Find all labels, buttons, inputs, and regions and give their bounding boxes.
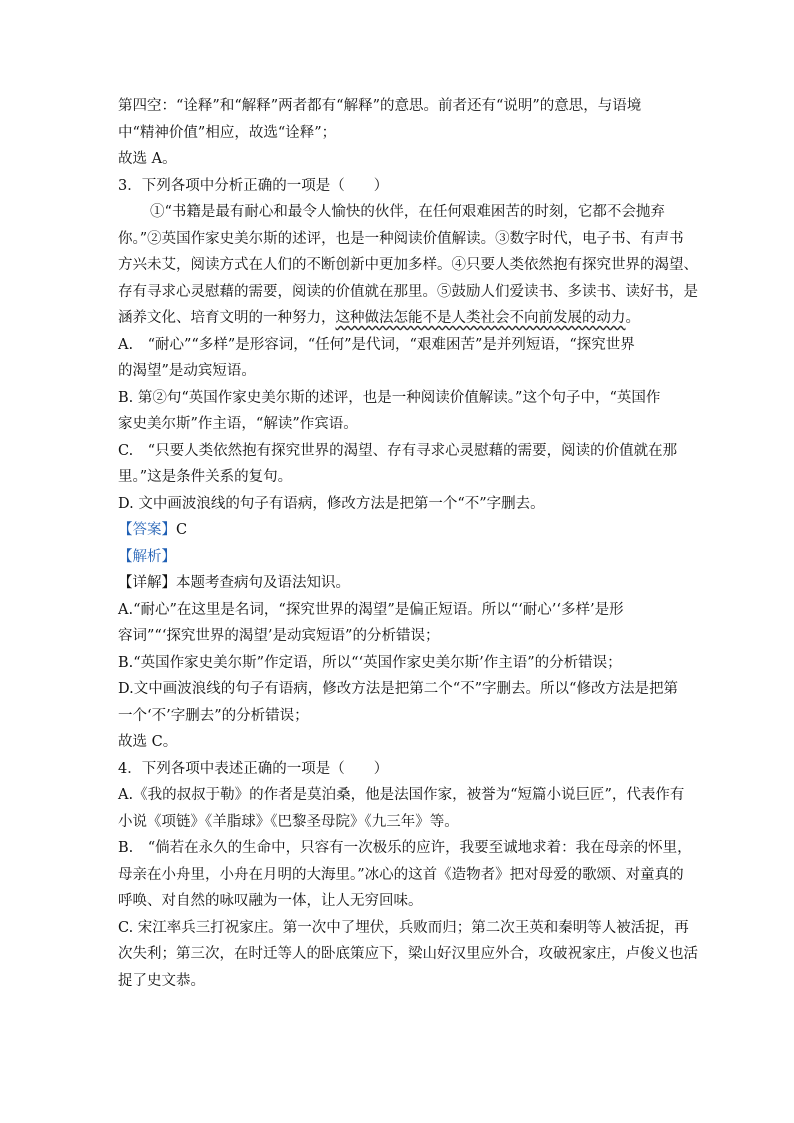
q2-conclusion: 故选 A。	[118, 151, 177, 167]
q3-option-d: D. 文中画波浪线的句子有语病，修改方法是把第一个“不”字删去。	[118, 495, 545, 512]
q4-option-c-cont: 次失利；第三次，在时迁等人的卧底策应下，梁山好汉里应外合，攻破祝家庄，卢俊义也活	[118, 946, 698, 962]
q3-answer	[118, 517, 678, 544]
q3-option-b-cont: 家史美尔斯”作主语，“解读”作宾语。	[118, 416, 358, 432]
q3-stem: 3．下列各项中分析正确的一项是（ ）	[118, 177, 389, 194]
page-content	[118, 93, 698, 994]
wavy-underlined-sentence: 这种做法怎能不是人类社会不向前发展的动力	[335, 310, 626, 326]
q4-option-b: B. “倘若在永久的生命中，只容有一次极乐的应许，我要至诚地求着：我在母亲的怀里，	[118, 840, 692, 856]
q3-passage-line: 方兴未艾，阅读方式在人们的不断创新中更加多样。④只要人类依然抱有探究世界的渴望、	[118, 257, 698, 273]
q3-detail-a-cont: 容词”“‘探究世界的渴望’是动宾短语”的分析错误；	[118, 628, 440, 644]
q3-passage-line: ①“书籍是最有耐心和最令人愉快的伙伴，在任何艰难困苦的时刻，它都不会抛弃	[150, 204, 665, 220]
q3-detail-b: B.“英国作家史美尔斯”作定语，所以“‘英国作家史美尔斯’作主语”的分析错误；	[118, 654, 622, 671]
answer-tag: 【答案】	[118, 522, 176, 538]
detail-tag: 【详解】	[118, 575, 176, 591]
detail-intro-text: 本题考查病句及语法知识。	[176, 575, 350, 591]
q3-passage-line	[118, 305, 678, 332]
q4-option-a: A.《我的叔叔于勒》的作者是莫泊桑，他是法国作家，被誉为“短篇小说巨匠”，代表作有	[118, 787, 685, 803]
q3-passage-line: 存有寻求心灵慰藉的需要，阅读的价值就在那里。⑤鼓励人们爱读书、多读书、读好书，是	[118, 283, 698, 300]
answer-value: C	[176, 522, 188, 538]
q4-option-b-cont: 呼唤、对自然的咏叹融为一体，让人无穷回味。	[118, 893, 423, 909]
q3-passage-line: 你。”②英国作家史美尔斯的述评，也是一种阅读价值解读。③数字时代，电子书、有声书	[118, 230, 684, 247]
passage-end-punct: 。	[625, 310, 640, 326]
q3-option-b: B. 第②句“英国作家史美尔斯的述评，也是一种阅读价值解读。”这个句子中，“英国作	[118, 389, 661, 406]
analysis-tag: 【解析】	[118, 548, 176, 565]
q3-detail-d: D.文中画波浪线的句子有语病，修改方法是把第二个“不”字删去。所以“修改方法是把第	[118, 681, 678, 697]
q3-detail-intro	[118, 570, 678, 597]
q3-option-a-cont: 的渴望”是动宾短语。	[118, 363, 256, 379]
q3-conclusion: 故选 C。	[118, 734, 178, 750]
q2-explanation-line: 第四空：“诠释”和“解释”两者都有“解释”的意思。前者还有“说明”的意思，与语境	[118, 98, 642, 114]
q4-stem: 4．下列各项中表述正确的一项是（ ）	[118, 760, 389, 777]
q3-detail-a: A.“耐心”在这里是名词，“探究世界的渴望”是偏正短语。所以“‘耐心’‘多样’是形	[118, 601, 624, 618]
q3-option-c-cont: 里。”这是条件关系的复句。	[118, 469, 293, 485]
q3-option-a: A. “耐心”“多样”是形容词，“任何”是代词，“艰难困苦”是并列短语，“探究世界	[118, 336, 635, 353]
q4-option-b-cont: 母亲在小舟里，小舟在月明的大海里。”冰心的这首《造物者》把对母爱的歌颂、对童真的	[118, 866, 684, 883]
q3-option-c: C. “只要人类依然抱有探究世界的渴望、存有寻求心灵慰藉的需要，阅读的价值就在那	[118, 442, 678, 459]
q4-option-c-cont: 捉了史文恭。	[118, 972, 205, 989]
q3-detail-d-cont: 一个‘不’字删去”的分析错误；	[118, 707, 309, 724]
q4-option-a-cont: 小说《项链》《羊脂球》《巴黎圣母院》《九三年》等。	[118, 813, 459, 830]
q4-option-c: C. 宋江率兵三打祝家庄。第一次中了埋伏，兵败而归；第二次王英和秦明等人被活捉，再	[118, 919, 689, 936]
q3-analysis	[118, 544, 678, 571]
passage-text: 涵养文化、培育文明的一种努力，	[118, 310, 336, 326]
q2-explanation-line: 中“精神价值”相应，故选“诠释”；	[118, 124, 337, 141]
